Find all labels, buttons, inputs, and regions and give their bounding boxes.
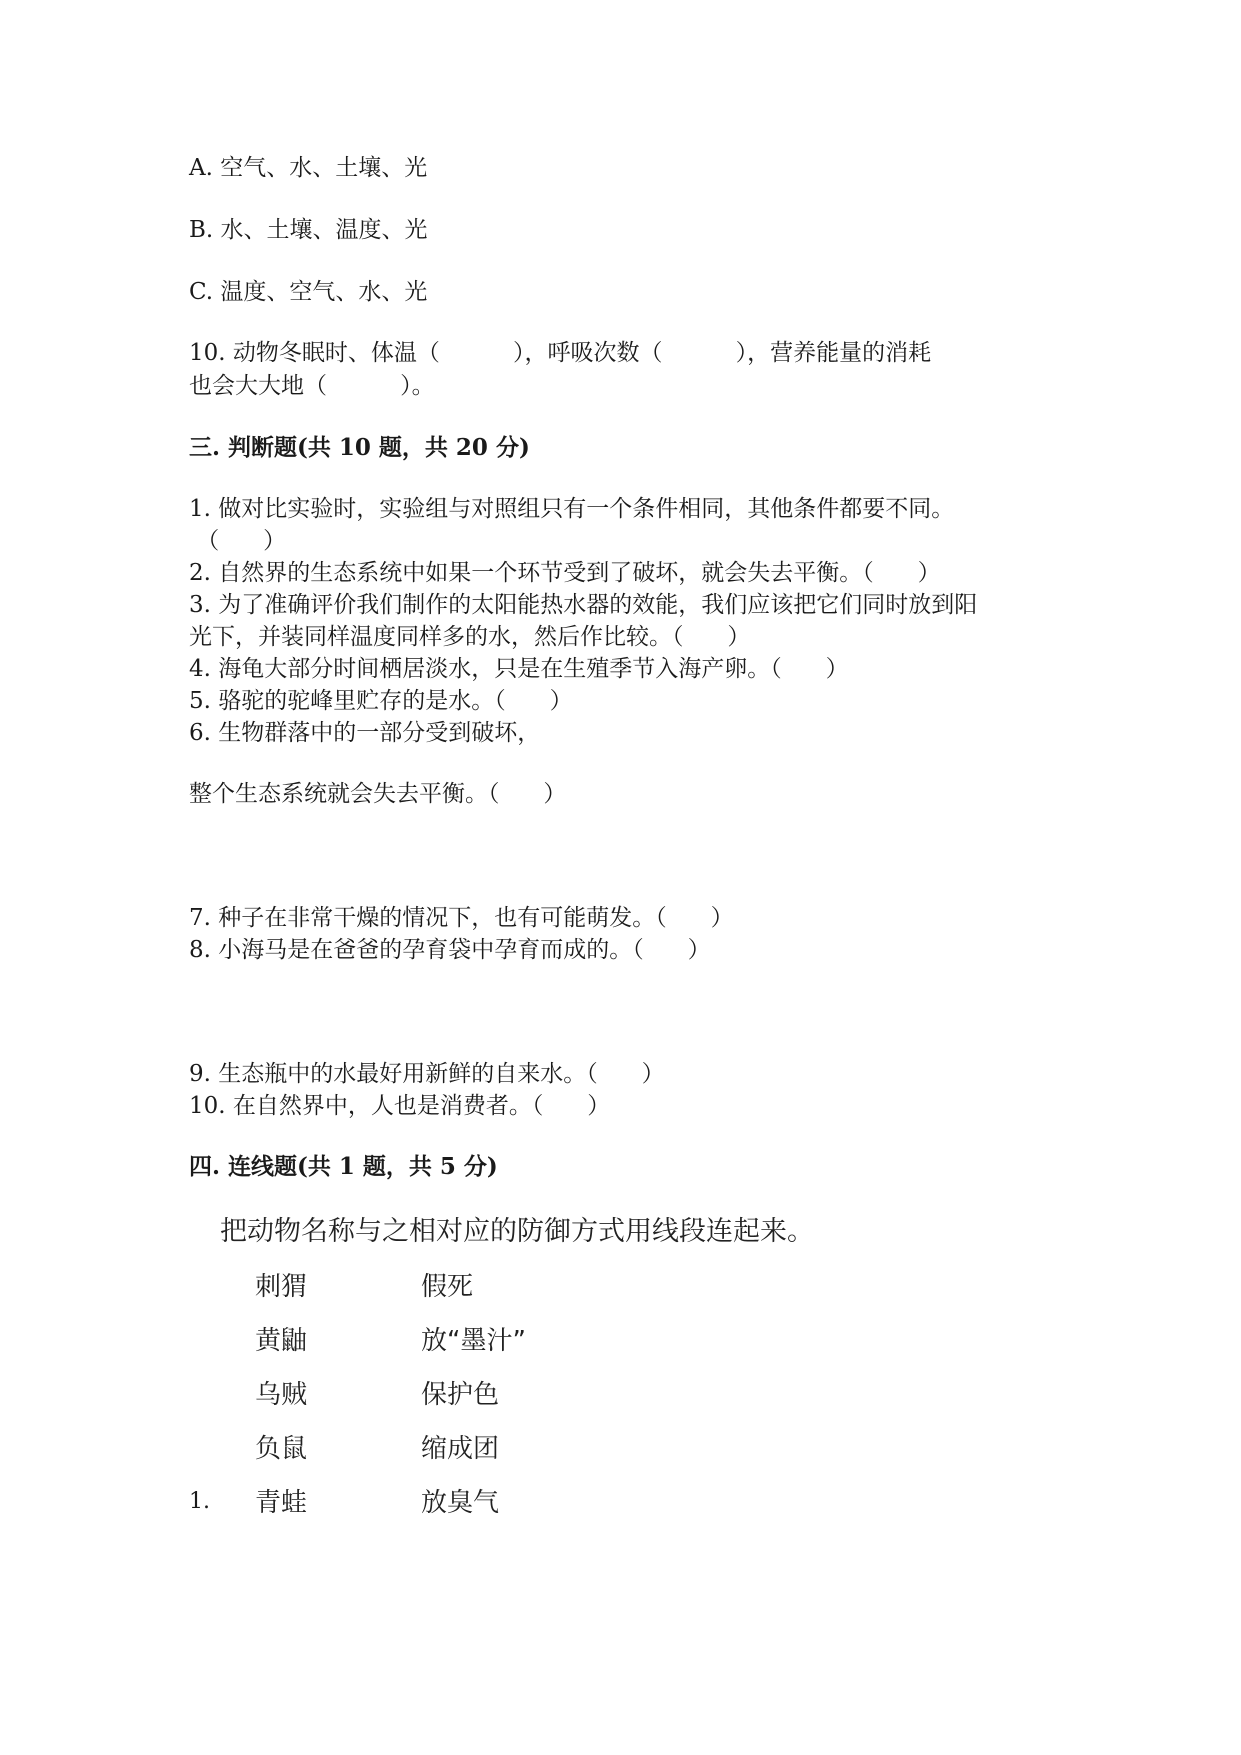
judgement-line: 光下，并装同样温度同样多的水，然后作比较。（ ） xyxy=(189,624,751,650)
question-10-line-1: 10. 动物冬眠时、体温（ ），呼吸次数（ ），营养能量的消耗 xyxy=(189,340,932,366)
defense-method: 保护色 xyxy=(421,1380,500,1410)
judgement-line: 10. 在自然界中，人也是消费者。（ ） xyxy=(189,1093,611,1119)
judgement-line: 1. 做对比实验时，实验组与对照组只有一个条件相同，其他条件都要不同。 xyxy=(189,496,955,522)
judgement-line: 9. 生态瓶中的水最好用新鲜的自来水。（ ） xyxy=(189,1061,665,1087)
defense-method: 缩成团 xyxy=(421,1434,500,1464)
defense-method: 假死 xyxy=(421,1272,474,1302)
option-c: C. 温度、空气、水、光 xyxy=(189,279,428,305)
judgement-line: （ ） xyxy=(189,528,287,554)
matching-row xyxy=(0,1322,1241,1360)
option-b: B. 水、土壤、温度、光 xyxy=(189,217,428,243)
animal-name: 黄鼬 xyxy=(255,1326,308,1356)
animal-name: 青蛙 xyxy=(255,1488,308,1518)
matching-exercise xyxy=(0,1215,1241,1545)
animal-name: 刺猬 xyxy=(255,1272,308,1302)
matching-row xyxy=(0,1376,1241,1414)
matching-row xyxy=(0,1268,1241,1306)
judgement-line: 5. 骆驼的驼峰里贮存的是水。（ ） xyxy=(189,688,573,714)
matching-instruction: 把动物名称与之相对应的防御方式用线段连起来。 xyxy=(220,1216,814,1247)
judgement-line: 8. 小海马是在爸爸的孕育袋中孕育而成的。（ ） xyxy=(189,937,711,963)
animal-name: 乌贼 xyxy=(255,1380,308,1410)
matching-row xyxy=(0,1484,1241,1522)
judgement-line: 3. 为了准确评价我们制作的太阳能热水器的效能，我们应该把它们同时放到阳 xyxy=(189,592,978,618)
question-10-line-2: 也会大大地（ ）。 xyxy=(189,373,435,399)
section-heading-matching: 四. 连线题(共 1 题，共 5 分) xyxy=(189,1153,498,1180)
matching-row xyxy=(0,1430,1241,1468)
defense-method: 放“墨汁” xyxy=(421,1326,526,1356)
defense-method: 放臭气 xyxy=(421,1488,500,1518)
judgement-line: 6. 生物群落中的一部分受到破坏， xyxy=(189,720,541,746)
animal-name: 负鼠 xyxy=(255,1434,308,1464)
option-a: A. 空气、水、土壤、光 xyxy=(189,155,428,181)
judgement-line: 4. 海龟大部分时间栖居淡水，只是在生殖季节入海产卵。（ ） xyxy=(189,656,849,682)
judgement-line: 7. 种子在非常干燥的情况下，也有可能萌发。（ ） xyxy=(189,905,734,931)
section-heading-judgement: 三. 判断题(共 10 题，共 20 分) xyxy=(189,434,530,461)
judgement-line: 2. 自然界的生态系统中如果一个环节受到了破坏，就会失去平衡。（ ） xyxy=(189,560,941,586)
judgement-line: 整个生态系统就会失去平衡。（ ） xyxy=(189,781,567,807)
question-number: 1. xyxy=(189,1489,210,1514)
